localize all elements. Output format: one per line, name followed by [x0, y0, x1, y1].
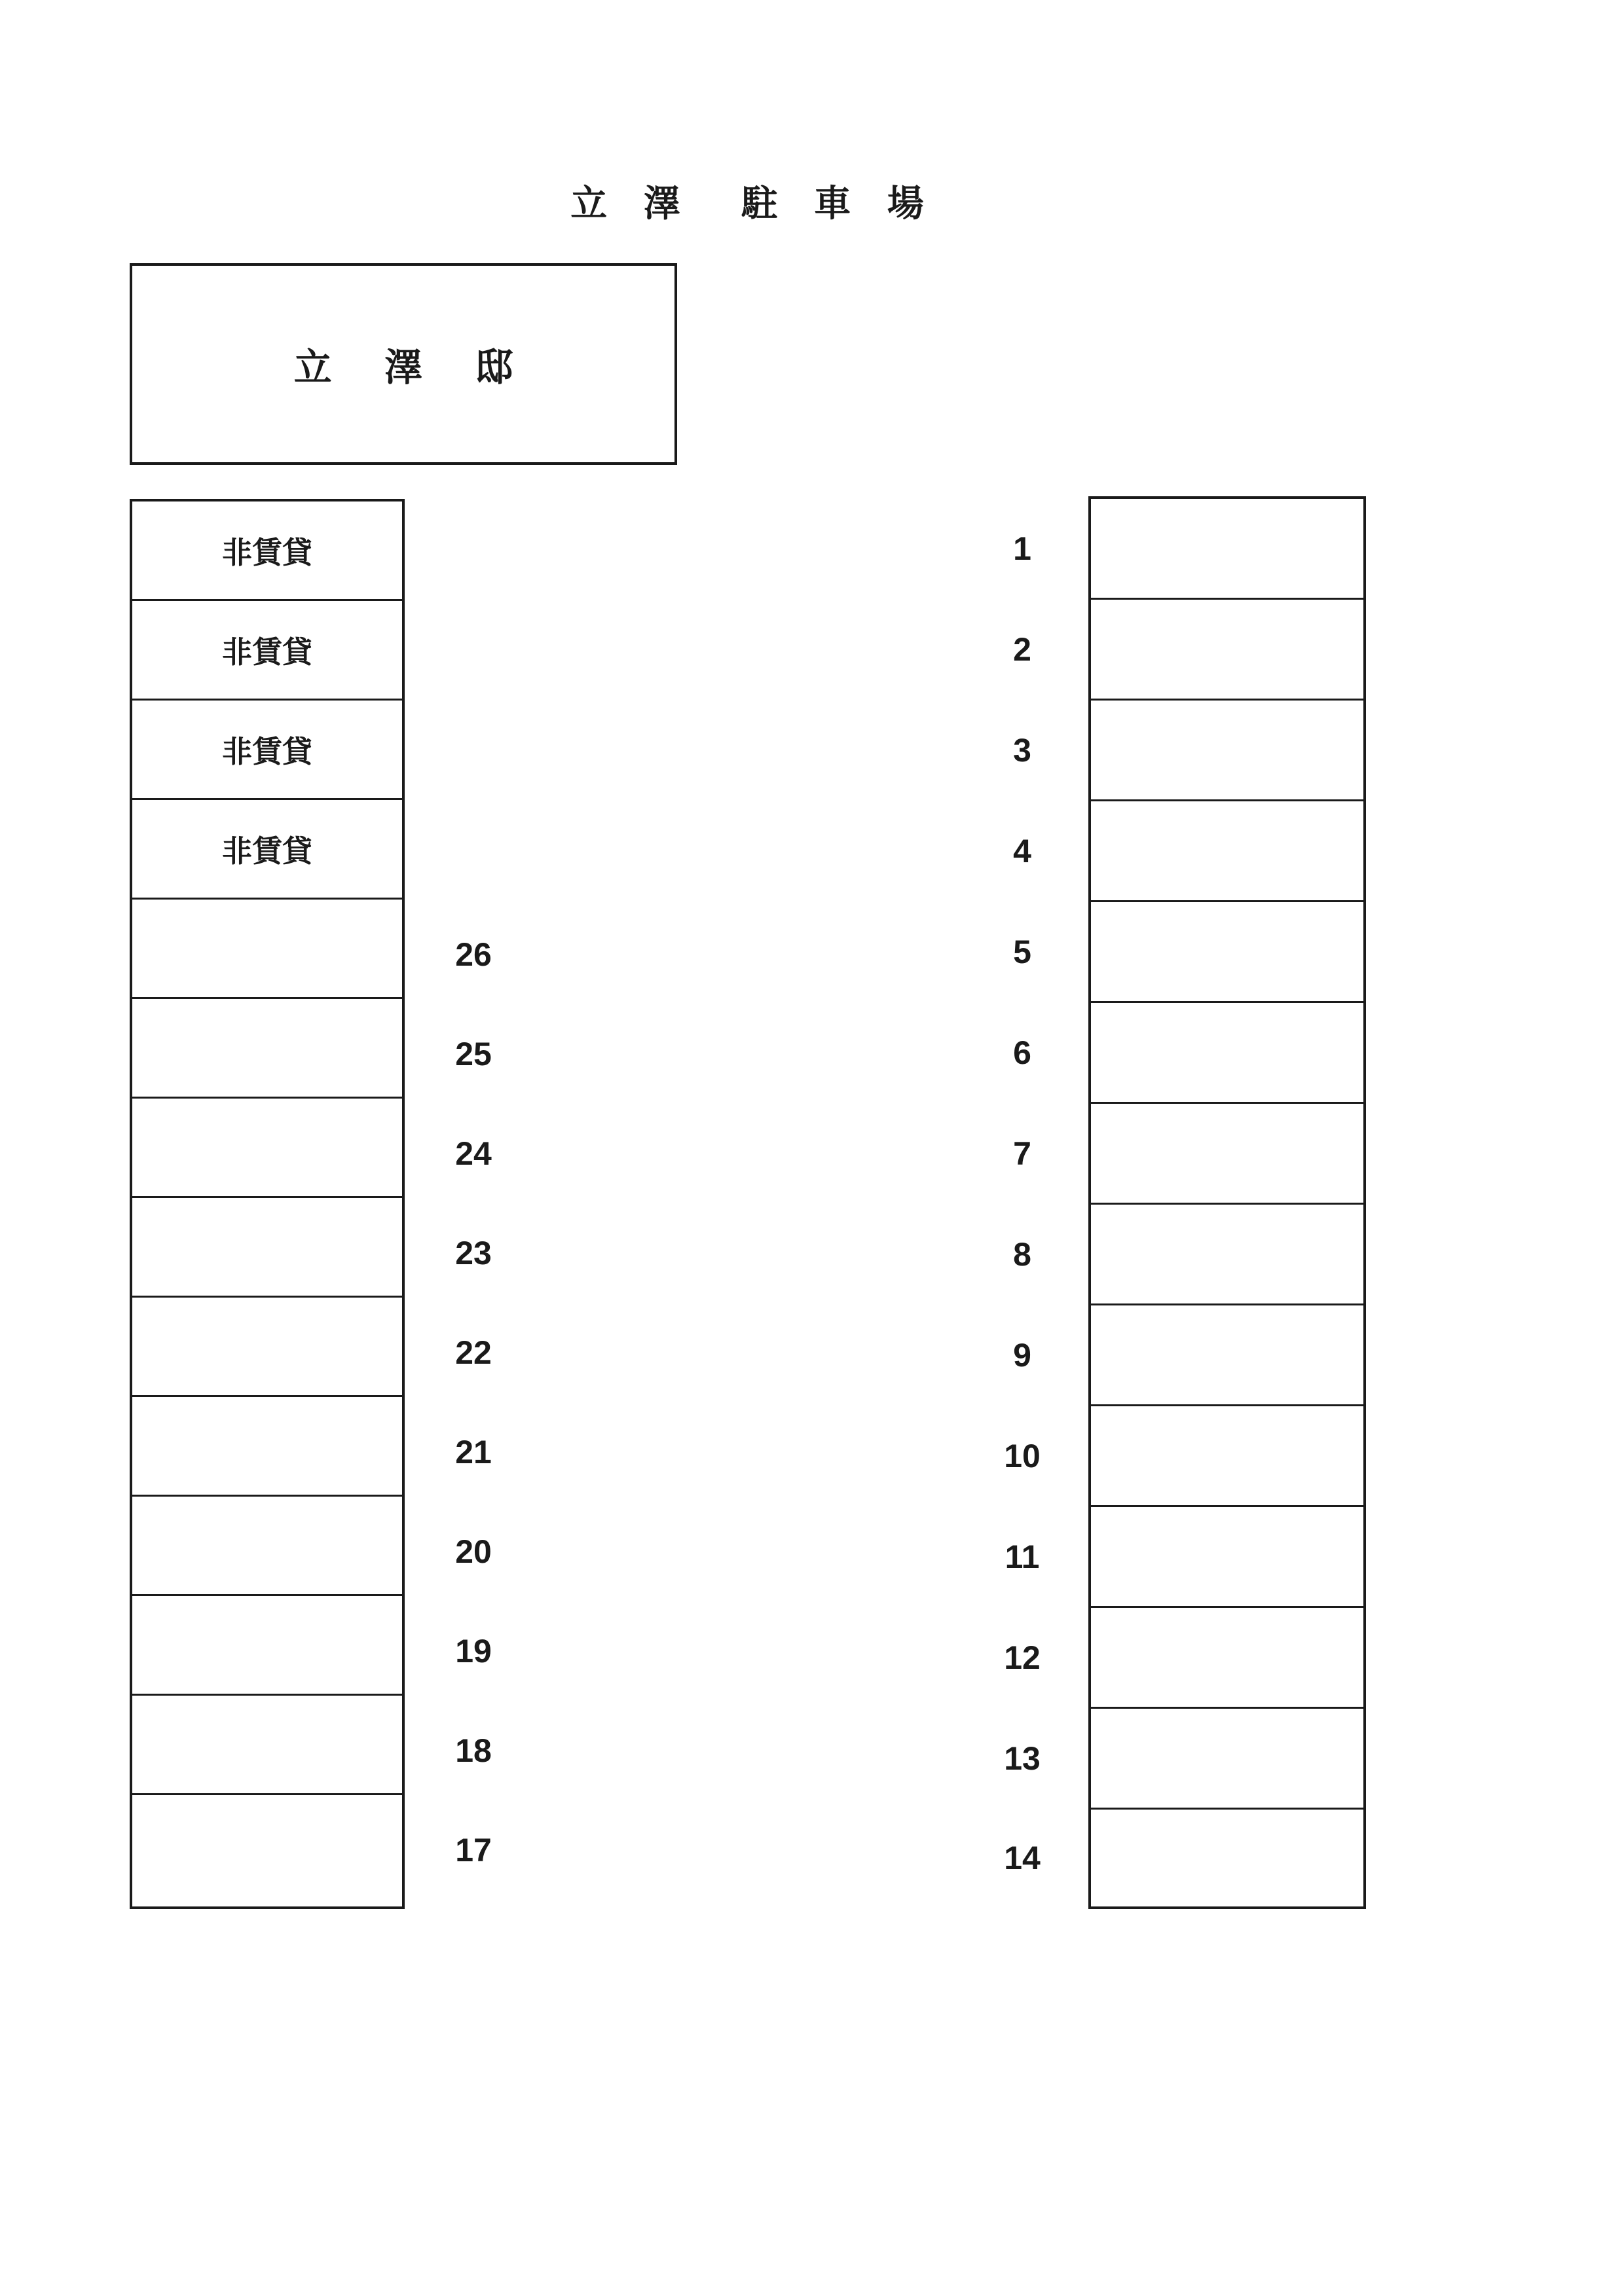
parking-stall-9 [1091, 1305, 1363, 1406]
parking-stall-13 [1091, 1709, 1363, 1810]
stall-number-5: 5 [1013, 934, 1031, 970]
parking-stall-23 [132, 1198, 402, 1298]
stall-number-21: 21 [455, 1434, 492, 1470]
stall-number-13: 13 [1004, 1740, 1041, 1777]
stall-number-23: 23 [455, 1235, 492, 1271]
parking-stall-24 [132, 1099, 402, 1198]
stall-number-14: 14 [1004, 1840, 1041, 1876]
stall-number-19: 19 [455, 1633, 492, 1669]
reserved-stall [132, 501, 402, 601]
residence-label: 立 澤 邸 [293, 345, 533, 390]
stall-number-10: 10 [1004, 1438, 1041, 1474]
parking-stall-19 [132, 1596, 402, 1696]
parking-stall-8 [1091, 1205, 1363, 1305]
stall-number-17: 17 [455, 1832, 492, 1868]
parking-stall-11 [1091, 1507, 1363, 1608]
parking-stall-12 [1091, 1608, 1363, 1709]
stall-number-24: 24 [455, 1135, 492, 1172]
stall-number-7: 7 [1013, 1135, 1031, 1172]
parking-stall-20 [132, 1497, 402, 1596]
stall-number-26: 26 [455, 936, 492, 973]
parking-stall-25 [132, 999, 402, 1099]
parking-lot-title: 立 澤 駐 車 場 [570, 183, 936, 225]
stall-number-1: 1 [1013, 530, 1031, 567]
stall-number-25: 25 [455, 1036, 492, 1072]
stall-number-12: 12 [1004, 1639, 1041, 1676]
parking-stall-26 [132, 900, 402, 999]
parking-stall-21 [132, 1397, 402, 1497]
left-stall-column [130, 499, 405, 1909]
parking-stall-18 [132, 1696, 402, 1795]
parking-stall-5 [1091, 902, 1363, 1003]
parking-stall-4 [1091, 801, 1363, 902]
reserved-stall [132, 800, 402, 900]
parking-stall-6 [1091, 1003, 1363, 1104]
parking-stall-7 [1091, 1104, 1363, 1205]
stall-number-20: 20 [455, 1533, 492, 1570]
right-stall-column [1088, 496, 1366, 1909]
stall-number-2: 2 [1013, 631, 1031, 668]
parking-stall-3 [1091, 701, 1363, 801]
stall-number-4: 4 [1013, 833, 1031, 869]
parking-stall-2 [1091, 600, 1363, 701]
stall-number-18: 18 [455, 1732, 492, 1769]
stall-number-6: 6 [1013, 1034, 1031, 1071]
parking-stall-22 [132, 1298, 402, 1397]
stall-number-3: 3 [1013, 732, 1031, 769]
parking-stall-1 [1091, 499, 1363, 600]
reserved-stall-label: 非賃貸 [222, 634, 312, 670]
stall-number-8: 8 [1013, 1236, 1031, 1273]
stall-number-22: 22 [455, 1334, 492, 1371]
reserved-stall [132, 701, 402, 800]
reserved-stall-label: 非賃貸 [222, 833, 312, 869]
reserved-stall-label: 非賃貸 [222, 733, 312, 769]
residence-building [130, 263, 677, 465]
reserved-stall-label: 非賃貸 [222, 534, 312, 570]
parking-stall-17 [132, 1795, 402, 1895]
parking-stall-10 [1091, 1406, 1363, 1507]
stall-number-11: 11 [1005, 1539, 1040, 1575]
parking-stall-14 [1091, 1810, 1363, 1908]
stall-number-9: 9 [1013, 1337, 1031, 1374]
reserved-stall [132, 601, 402, 701]
